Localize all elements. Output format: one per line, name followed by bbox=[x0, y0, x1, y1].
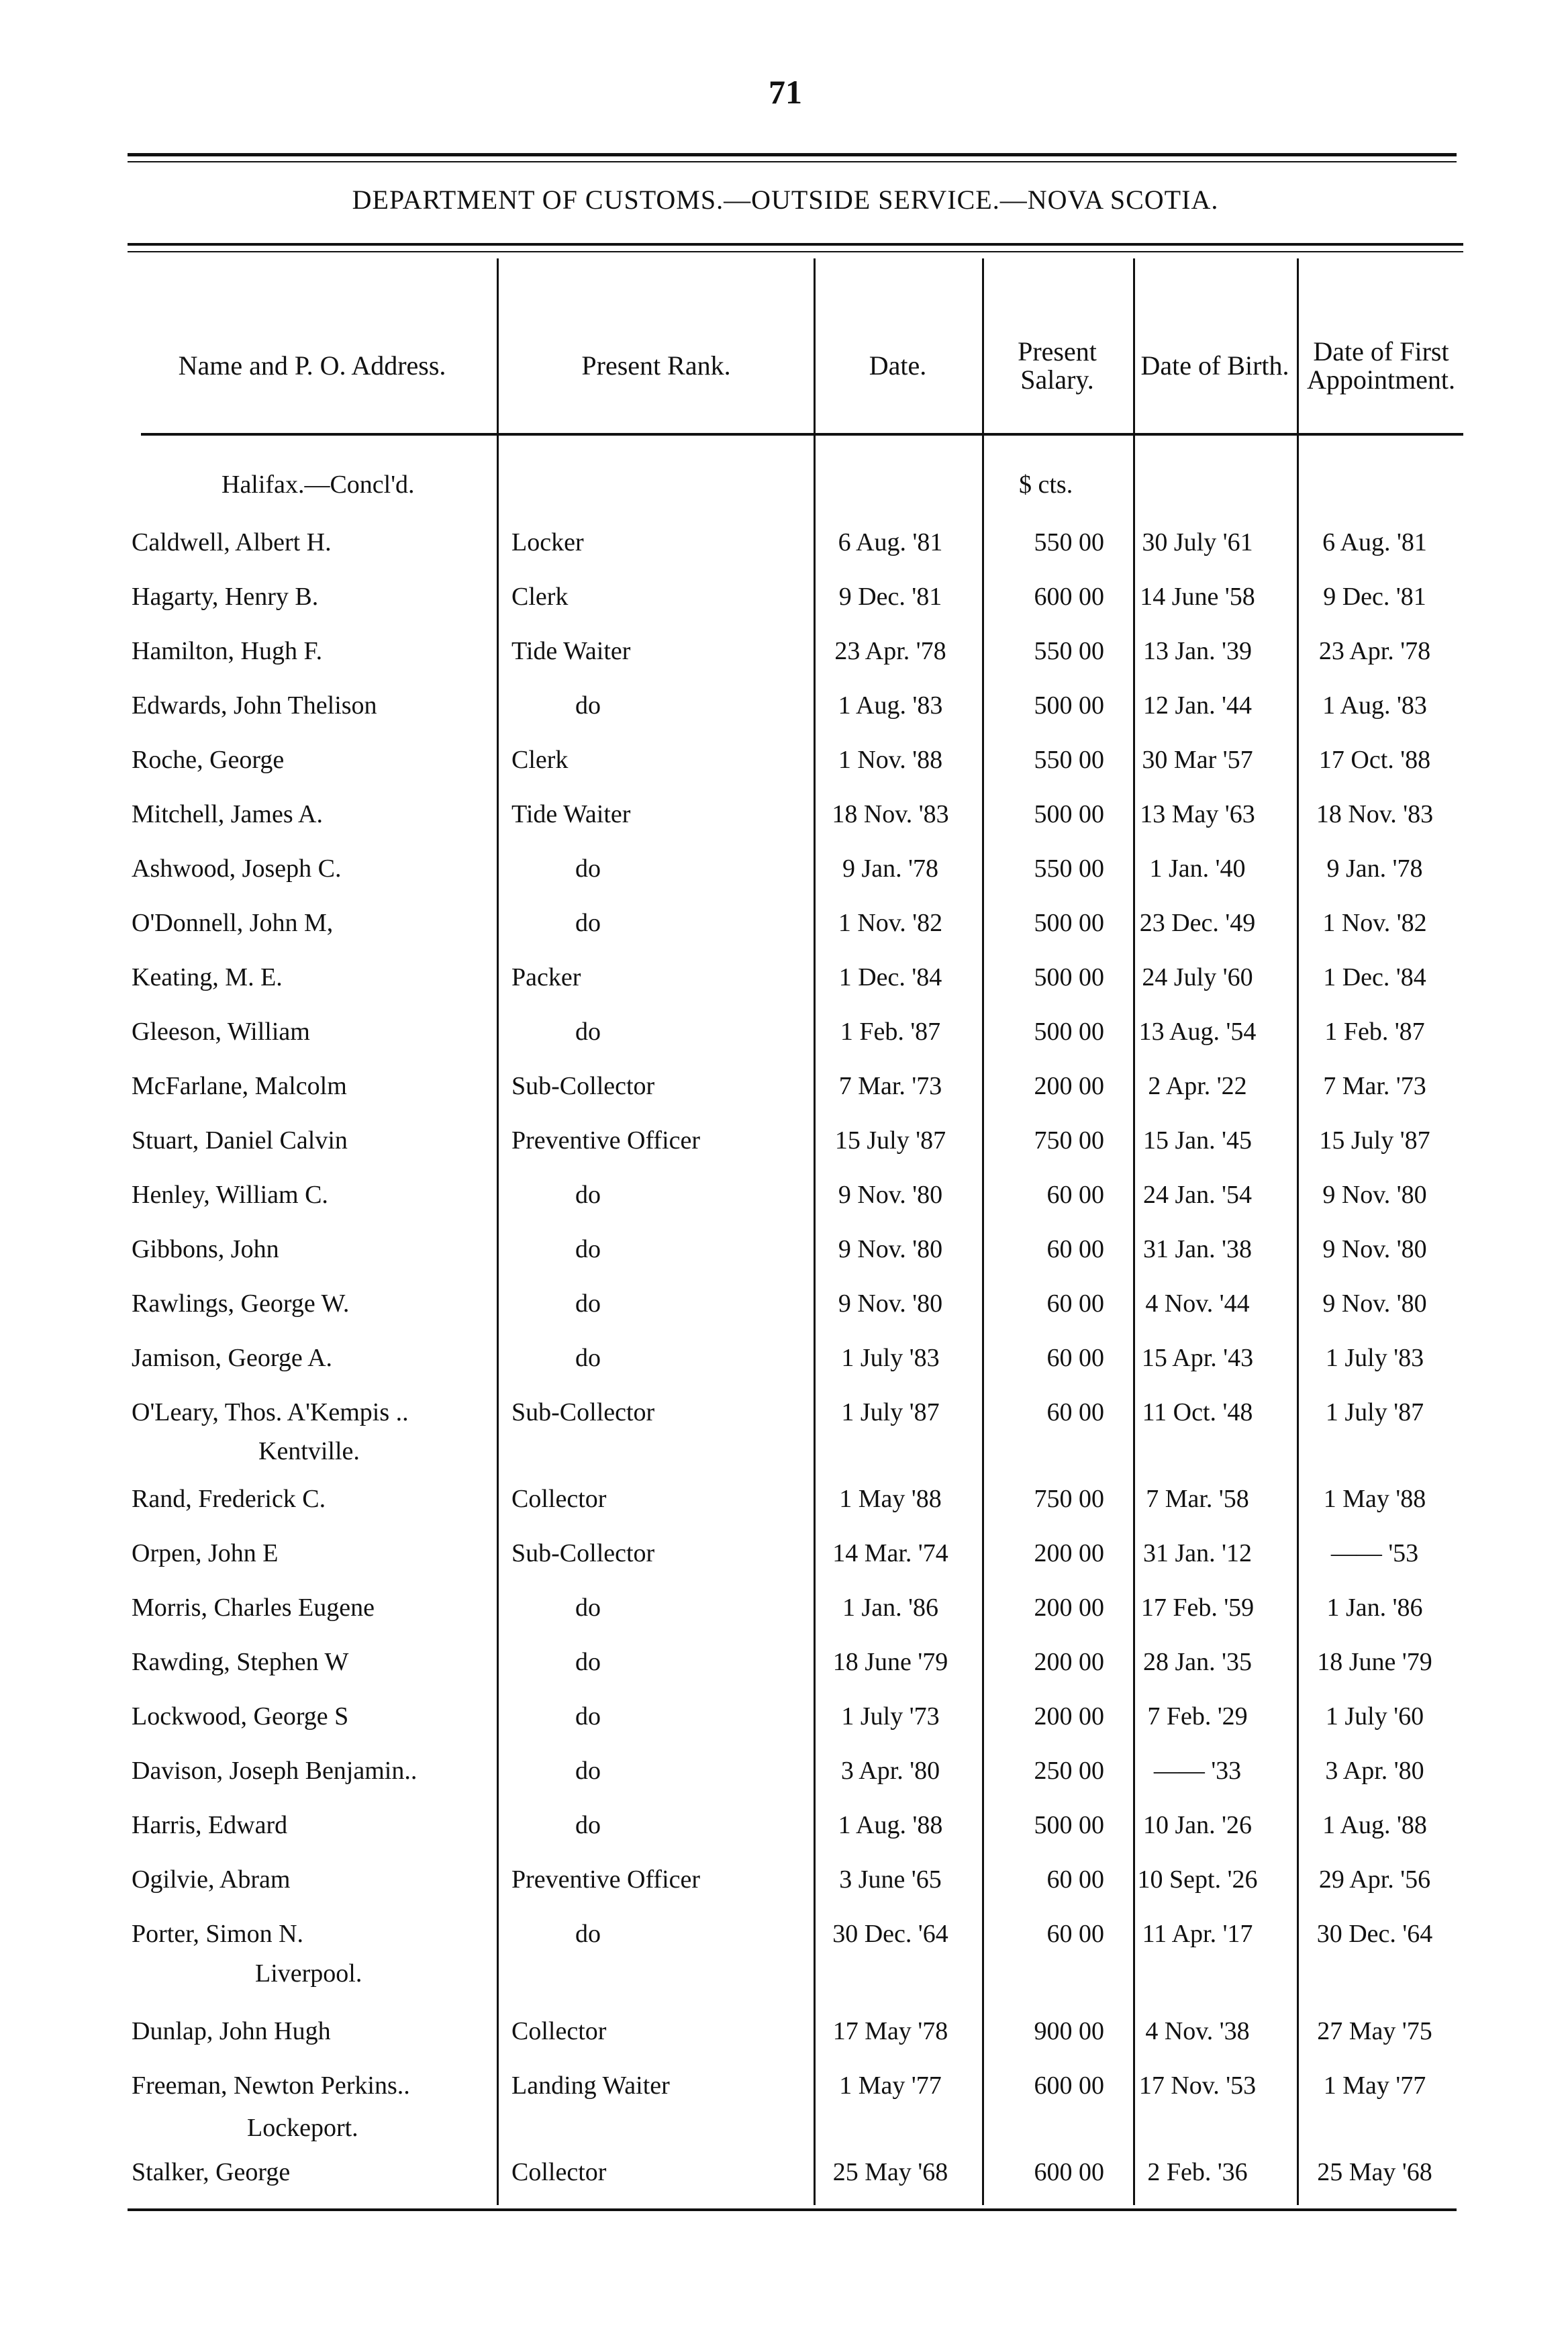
table-row bbox=[128, 1061, 1463, 1114]
date-cell: 1 Nov. '82 bbox=[838, 909, 943, 937]
salary-cell: 250 00 bbox=[1034, 1757, 1104, 1785]
salary-cell: 60 00 bbox=[1046, 1920, 1104, 1948]
name-cell: Gibbons, John bbox=[132, 1235, 279, 1263]
rank-cell: do bbox=[575, 1289, 601, 1318]
birth-date-cell: 2 Apr. '22 bbox=[1148, 1072, 1247, 1100]
table-row bbox=[128, 1854, 1463, 1908]
date-cell: 3 Apr. '80 bbox=[840, 1757, 940, 1785]
name-cell: Dunlap, John Hugh bbox=[132, 2017, 331, 2045]
birth-date-cell: 13 Aug. '54 bbox=[1138, 1018, 1257, 1046]
section-heading: Liverpool. bbox=[255, 1959, 362, 1988]
salary-cell: 200 00 bbox=[1034, 1594, 1104, 1622]
rank-cell: do bbox=[575, 1181, 601, 1209]
rank-cell: do bbox=[575, 1235, 601, 1263]
rank-cell: do bbox=[575, 1648, 601, 1676]
birth-date-cell: 17 Feb. '59 bbox=[1140, 1594, 1255, 1622]
table-row bbox=[128, 1169, 1463, 1223]
birth-date-cell: 28 Jan. '35 bbox=[1142, 1648, 1252, 1676]
first-appointment-cell: 1 Nov. '82 bbox=[1322, 909, 1427, 937]
table-row bbox=[128, 1224, 1463, 1277]
date-cell: 30 Dec. '64 bbox=[832, 1920, 948, 1948]
salary-cell: 500 00 bbox=[1034, 1811, 1104, 1839]
first-appointment-cell: 1 Feb. '87 bbox=[1324, 1018, 1425, 1046]
header-salary: Present Salary. bbox=[1018, 336, 1097, 395]
name-cell: Henley, William C. bbox=[132, 1181, 328, 1209]
rank-cell: Collector bbox=[511, 2017, 607, 2045]
rank-cell: Preventive Officer bbox=[511, 1865, 701, 1894]
rank-cell: Sub-Collector bbox=[511, 1072, 655, 1100]
rank-cell: Clerk bbox=[511, 583, 569, 611]
name-cell: McFarlane, Malcolm bbox=[132, 1072, 347, 1100]
salary-cell: 550 00 bbox=[1034, 855, 1104, 883]
table-row bbox=[128, 1278, 1463, 1332]
salary-cell: 750 00 bbox=[1034, 1485, 1104, 1513]
birth-date-cell: 13 Jan. '39 bbox=[1142, 637, 1252, 665]
name-cell: Hamilton, Hugh F. bbox=[132, 637, 323, 665]
rank-cell: Clerk bbox=[511, 746, 569, 774]
header-date: Date. bbox=[869, 350, 927, 381]
name-cell: Gleeson, William bbox=[132, 1018, 310, 1046]
salary-cell: 60 00 bbox=[1046, 1289, 1104, 1318]
date-cell: 25 May '68 bbox=[832, 2158, 948, 2186]
birth-date-cell: 10 Sept. '26 bbox=[1137, 1865, 1258, 1894]
rank-cell: do bbox=[575, 1757, 601, 1785]
birth-date-cell: 14 June '58 bbox=[1140, 583, 1255, 611]
name-cell: Roche, George bbox=[132, 746, 285, 774]
name-cell: Rand, Frederick C. bbox=[132, 1485, 326, 1513]
salary-cell: 500 00 bbox=[1034, 909, 1104, 937]
rank-cell: Landing Waiter bbox=[511, 2071, 670, 2100]
table-row bbox=[128, 1908, 1463, 1962]
name-cell: Orpen, John E bbox=[132, 1539, 279, 1567]
section-heading: Halifax.—Concl'd. bbox=[222, 471, 415, 499]
table-row bbox=[128, 1006, 1463, 1060]
rank-cell: do bbox=[575, 1018, 601, 1046]
rank-cell: do bbox=[575, 855, 601, 883]
first-appointment-cell: 1 May '88 bbox=[1323, 1485, 1426, 1513]
first-appointment-cell: 1 Aug. '83 bbox=[1322, 691, 1427, 720]
name-cell: O'Donnell, John M, bbox=[132, 909, 334, 937]
birth-date-cell: 4 Nov. '38 bbox=[1145, 2017, 1250, 2045]
first-appointment-cell: 1 Dec. '84 bbox=[1323, 963, 1426, 991]
date-cell: 1 Feb. '87 bbox=[840, 1018, 941, 1046]
birth-date-cell: 1 Jan. '40 bbox=[1149, 855, 1246, 883]
first-appointment-cell: 9 Nov. '80 bbox=[1322, 1235, 1427, 1263]
date-cell: 1 July '87 bbox=[841, 1398, 940, 1426]
table-row bbox=[128, 2147, 1463, 2200]
name-cell: Freeman, Newton Perkins.. bbox=[132, 2071, 410, 2100]
table-row bbox=[128, 1800, 1463, 1853]
date-cell: 9 Nov. '80 bbox=[838, 1289, 943, 1318]
birth-date-cell: 10 Jan. '26 bbox=[1142, 1811, 1252, 1839]
birth-date-cell: 31 Jan. '12 bbox=[1142, 1539, 1252, 1567]
rank-cell: Tide Waiter bbox=[511, 637, 631, 665]
birth-date-cell: 13 May '63 bbox=[1140, 800, 1255, 828]
date-cell: 1 Dec. '84 bbox=[838, 963, 942, 991]
first-appointment-cell: 30 Dec. '64 bbox=[1316, 1920, 1433, 1948]
table-row bbox=[128, 680, 1463, 734]
name-cell: Davison, Joseph Benjamin.. bbox=[132, 1757, 418, 1785]
rank-cell: do bbox=[575, 1344, 601, 1372]
rank-cell: Sub-Collector bbox=[511, 1398, 655, 1426]
birth-date-cell: 7 Feb. '29 bbox=[1147, 1702, 1248, 1730]
birth-date-cell: 31 Jan. '38 bbox=[1142, 1235, 1252, 1263]
name-cell: Edwards, John Thelison bbox=[132, 691, 377, 720]
salary-cell: 60 00 bbox=[1046, 1181, 1104, 1209]
table-row bbox=[128, 2006, 1463, 2059]
birth-date-cell: 30 July '61 bbox=[1142, 528, 1253, 556]
rank-cell: Sub-Collector bbox=[511, 1539, 655, 1567]
birth-date-cell: 2 Feb. '36 bbox=[1147, 2158, 1248, 2186]
rank-cell: do bbox=[575, 1594, 601, 1622]
birth-date-cell: 17 Nov. '53 bbox=[1138, 2071, 1257, 2100]
title-rule bbox=[128, 243, 1463, 246]
date-cell: 1 May '88 bbox=[839, 1485, 942, 1513]
date-cell: 18 Nov. '83 bbox=[832, 800, 949, 828]
table-row bbox=[128, 2060, 1463, 2114]
salary-cell: 60 00 bbox=[1046, 1865, 1104, 1894]
salary-cell: 60 00 bbox=[1046, 1344, 1104, 1372]
first-appointment-cell: 18 June '79 bbox=[1317, 1648, 1432, 1676]
birth-date-cell: 11 Oct. '48 bbox=[1142, 1398, 1253, 1426]
date-cell: 15 July '87 bbox=[834, 1126, 946, 1155]
table-row bbox=[128, 1582, 1463, 1636]
table-row bbox=[128, 1637, 1463, 1690]
table-row bbox=[128, 626, 1463, 679]
table-row bbox=[128, 789, 1463, 842]
table-row bbox=[128, 1387, 1463, 1441]
first-appointment-cell: 25 May '68 bbox=[1317, 2158, 1432, 2186]
date-cell: 17 May '78 bbox=[832, 2017, 948, 2045]
first-appointment-cell: 7 Mar. '73 bbox=[1323, 1072, 1426, 1100]
first-appointment-cell: 29 Apr. '56 bbox=[1318, 1865, 1431, 1894]
title-rule-2 bbox=[128, 251, 1463, 252]
bottom-rule bbox=[128, 2208, 1457, 2211]
rank-cell: Tide Waiter bbox=[511, 800, 631, 828]
birth-date-cell: 4 Nov. '44 bbox=[1145, 1289, 1250, 1318]
date-cell: 9 Jan. '78 bbox=[842, 855, 938, 883]
birth-date-cell: 24 July '60 bbox=[1142, 963, 1253, 991]
first-appointment-cell: 9 Nov. '80 bbox=[1322, 1181, 1427, 1209]
name-cell: Stalker, George bbox=[132, 2158, 291, 2186]
table-row bbox=[128, 1528, 1463, 1581]
date-cell: 6 Aug. '81 bbox=[838, 528, 943, 556]
name-cell: O'Leary, Thos. A'Kempis .. bbox=[132, 1398, 409, 1426]
first-appointment-cell: 1 Aug. '88 bbox=[1322, 1811, 1427, 1839]
first-appointment-cell: 9 Nov. '80 bbox=[1322, 1289, 1427, 1318]
first-appointment-cell: 1 July '60 bbox=[1325, 1702, 1424, 1730]
table-row bbox=[128, 1745, 1463, 1799]
first-appointment-cell: —— '53 bbox=[1330, 1539, 1419, 1567]
name-cell: Morris, Charles Eugene bbox=[132, 1594, 375, 1622]
salary-cell: 550 00 bbox=[1034, 637, 1104, 665]
salary-cell: 600 00 bbox=[1034, 2071, 1104, 2100]
date-cell: 1 July '83 bbox=[841, 1344, 940, 1372]
name-cell: Mitchell, James A. bbox=[132, 800, 323, 828]
rank-cell: do bbox=[575, 1811, 601, 1839]
salary-cell: 500 00 bbox=[1034, 1018, 1104, 1046]
rank-cell: Collector bbox=[511, 1485, 607, 1513]
date-cell: 23 Apr. '78 bbox=[834, 637, 946, 665]
date-cell: 1 Aug. '83 bbox=[838, 691, 943, 720]
header-birth: Date of Birth. bbox=[1140, 350, 1289, 381]
birth-date-cell: 11 Apr. '17 bbox=[1142, 1920, 1253, 1948]
birth-date-cell: 15 Jan. '45 bbox=[1142, 1126, 1252, 1155]
salary-cell: 200 00 bbox=[1034, 1539, 1104, 1567]
rank-cell: Packer bbox=[511, 963, 581, 991]
date-cell: 14 Mar. '74 bbox=[832, 1539, 948, 1567]
salary-cell: 200 00 bbox=[1034, 1702, 1104, 1730]
header-name: Name and P. O. Address. bbox=[178, 350, 446, 381]
name-cell: Stuart, Daniel Calvin bbox=[132, 1126, 348, 1155]
name-cell: Harris, Edward bbox=[132, 1811, 288, 1839]
table-row bbox=[128, 1115, 1463, 1169]
rank-cell: Locker bbox=[511, 528, 584, 556]
first-appointment-cell: 27 May '75 bbox=[1317, 2017, 1432, 2045]
first-appointment-cell: 6 Aug. '81 bbox=[1322, 528, 1427, 556]
date-cell: 3 June '65 bbox=[839, 1865, 942, 1894]
page-number: 71 bbox=[769, 73, 802, 111]
first-appointment-cell: 1 May '77 bbox=[1323, 2071, 1426, 2100]
date-cell: 1 Nov. '88 bbox=[838, 746, 943, 774]
section-heading: Lockeport. bbox=[247, 2114, 358, 2142]
name-cell: Ashwood, Joseph C. bbox=[132, 855, 342, 883]
date-cell: 9 Dec. '81 bbox=[838, 583, 942, 611]
table-row bbox=[128, 571, 1463, 625]
salary-cell: 900 00 bbox=[1034, 2017, 1104, 2045]
top-rule-thin bbox=[128, 161, 1457, 162]
birth-date-cell: 15 Apr. '43 bbox=[1141, 1344, 1254, 1372]
birth-date-cell: 7 Mar. '58 bbox=[1146, 1485, 1249, 1513]
birth-date-cell: 30 Mar '57 bbox=[1142, 746, 1253, 774]
header-bottom-rule bbox=[141, 433, 1463, 436]
birth-date-cell: —— '33 bbox=[1153, 1757, 1242, 1785]
top-rule bbox=[128, 153, 1457, 156]
first-appointment-cell: 9 Dec. '81 bbox=[1323, 583, 1426, 611]
table-row bbox=[128, 1691, 1463, 1745]
date-cell: 9 Nov. '80 bbox=[838, 1235, 943, 1263]
department-title: DEPARTMENT OF CUSTOMS.—OUTSIDE SERVICE.—NOVA SCOTIA. bbox=[352, 185, 1219, 215]
salary-cell: 60 00 bbox=[1046, 1398, 1104, 1426]
first-appointment-cell: 3 Apr. '80 bbox=[1325, 1757, 1424, 1785]
salary-cell: 550 00 bbox=[1034, 746, 1104, 774]
table-row bbox=[128, 952, 1463, 1006]
table-row bbox=[128, 1473, 1463, 1527]
name-cell: Rawlings, George W. bbox=[132, 1289, 350, 1318]
date-cell: 18 June '79 bbox=[832, 1648, 948, 1676]
name-cell: Ogilvie, Abram bbox=[132, 1865, 291, 1894]
header-rank: Present Rank. bbox=[581, 350, 731, 381]
first-appointment-cell: 1 July '87 bbox=[1325, 1398, 1424, 1426]
header-first-appointment: Date of First Appointment. bbox=[1306, 336, 1456, 395]
table-row bbox=[128, 734, 1463, 788]
first-appointment-cell: 17 Oct. '88 bbox=[1318, 746, 1431, 774]
table-row bbox=[128, 517, 1463, 571]
salary-cell: 60 00 bbox=[1046, 1235, 1104, 1263]
rank-cell: do bbox=[575, 691, 601, 720]
first-appointment-cell: 15 July '87 bbox=[1319, 1126, 1430, 1155]
birth-date-cell: 23 Dec. '49 bbox=[1139, 909, 1256, 937]
name-cell: Hagarty, Henry B. bbox=[132, 583, 319, 611]
first-appointment-cell: 23 Apr. '78 bbox=[1318, 637, 1431, 665]
name-cell: Jamison, George A. bbox=[132, 1344, 333, 1372]
birth-date-cell: 12 Jan. '44 bbox=[1142, 691, 1252, 720]
first-appointment-cell: 18 Nov. '83 bbox=[1316, 800, 1434, 828]
salary-cell: 500 00 bbox=[1034, 800, 1104, 828]
rank-cell: do bbox=[575, 1920, 601, 1948]
table-row bbox=[128, 897, 1463, 951]
rank-cell: do bbox=[575, 909, 601, 937]
first-appointment-cell: 1 July '83 bbox=[1325, 1344, 1424, 1372]
birth-date-cell: 24 Jan. '54 bbox=[1142, 1181, 1252, 1209]
date-cell: 1 July '73 bbox=[841, 1702, 940, 1730]
salary-cell: 600 00 bbox=[1034, 2158, 1104, 2186]
salary-cell: 500 00 bbox=[1034, 963, 1104, 991]
salary-cell: 200 00 bbox=[1034, 1648, 1104, 1676]
rank-cell: do bbox=[575, 1702, 601, 1730]
date-cell: 1 May '77 bbox=[839, 2071, 942, 2100]
name-cell: Rawding, Stephen W bbox=[132, 1648, 349, 1676]
name-cell: Porter, Simon N. bbox=[132, 1920, 304, 1948]
salary-cell: 550 00 bbox=[1034, 528, 1104, 556]
name-cell: Lockwood, George S bbox=[132, 1702, 349, 1730]
rank-cell: Collector bbox=[511, 2158, 607, 2186]
name-cell: Keating, M. E. bbox=[132, 963, 283, 991]
date-cell: 1 Aug. '88 bbox=[838, 1811, 943, 1839]
date-cell: 7 Mar. '73 bbox=[838, 1072, 942, 1100]
salary-cell: 750 00 bbox=[1034, 1126, 1104, 1155]
date-cell: 1 Jan. '86 bbox=[842, 1594, 938, 1622]
section-heading: Kentville. bbox=[258, 1437, 360, 1465]
first-appointment-cell: 9 Jan. '78 bbox=[1326, 855, 1423, 883]
table-row bbox=[128, 843, 1463, 897]
table-row bbox=[128, 1332, 1463, 1386]
salary-cell: 500 00 bbox=[1034, 691, 1104, 720]
name-cell: Caldwell, Albert H. bbox=[132, 528, 332, 556]
first-appointment-cell: 1 Jan. '86 bbox=[1326, 1594, 1423, 1622]
currency-label: $ cts. bbox=[1019, 471, 1073, 499]
date-cell: 9 Nov. '80 bbox=[838, 1181, 943, 1209]
salary-cell: 200 00 bbox=[1034, 1072, 1104, 1100]
rank-cell: Preventive Officer bbox=[511, 1126, 701, 1155]
salary-cell: 600 00 bbox=[1034, 583, 1104, 611]
